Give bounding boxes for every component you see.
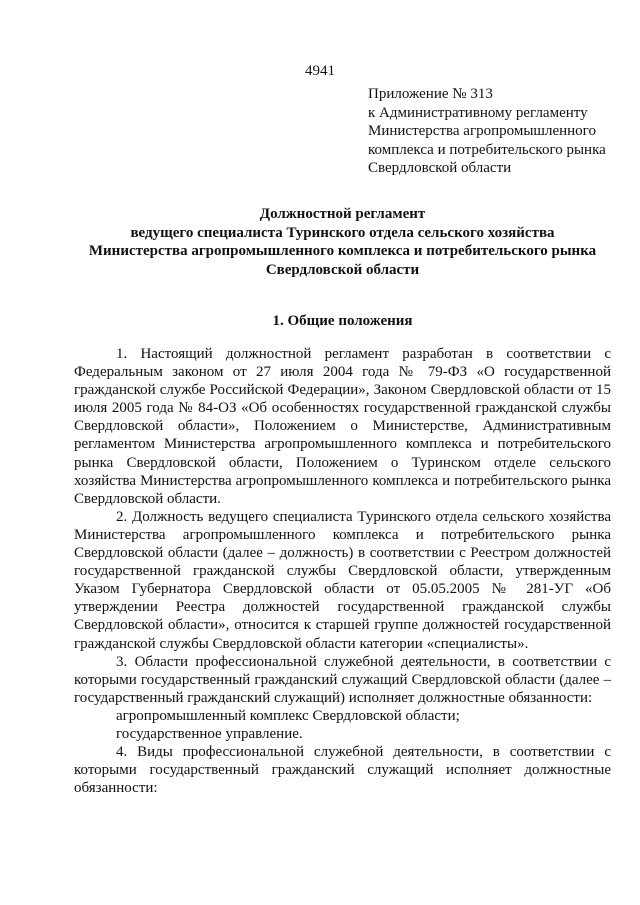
appendix-block xyxy=(368,85,618,178)
appendix-line: Приложение № 313 xyxy=(368,86,493,102)
appendix-line: Свердловской области xyxy=(368,160,512,177)
section-heading: 1. Общие положения xyxy=(272,313,413,329)
paragraph: 2. Должность ведущего специалиста Туринского отдела сельского хозяйства Министерства агропромышленного комплекса и потребительского рынка Свердловской области (далее – должность) в соответствии с Реестром должностей государственной гражданской службы Свердловской области, утвержденным Указом Губернатора Свердловской области от 05.05.2005 № 281-УГ «Об утверждении Реестра должностей государственной гражданской службы Свердловской области», относится к старшей группе должностей государственной гражданской службы Свердловской области категории «специалисты». xyxy=(74,508,611,652)
page-number: 4941 xyxy=(305,63,335,79)
appendix-line: Министерства агропромышленного xyxy=(368,123,596,140)
body-text xyxy=(74,345,611,797)
paragraph: 3. Области профессиональной служебной деятельности, в соответствии с которыми государственный гражданский служащий Свердловской области (далее – государственный гражданский служащий) исполняет должностные обязанности: xyxy=(74,653,611,706)
title-line: Должностной регламент xyxy=(259,206,426,222)
paragraph: 4. Виды профессиональной служебной деятельности, в соответствии с которыми государственный гражданский служащий исполняет должностные обязанности: xyxy=(74,744,611,797)
title-line: ведущего специалиста Туринского отдела сельского хозяйства xyxy=(130,224,555,241)
appendix-line: к Административному регламенту xyxy=(368,104,588,121)
list-item: государственное управление. xyxy=(116,725,303,742)
list-item: агропромышленный комплекс Свердловской области; xyxy=(116,707,460,724)
appendix-line: комплекса и потребительского рынка xyxy=(368,141,606,158)
title-line: Свердловской области xyxy=(265,261,420,278)
title-line: Министерства агропромышленного комплекса и потребительского рынка xyxy=(88,243,597,259)
paragraph: 1. Настоящий должностной регламент разработан в соответствии с Федеральным законом от 27 июля 2004 года № 79-ФЗ «О государственной гражданской службе Российской Федерации», Законом Свердловской области от 15 июля 2005 года № 84-ОЗ «Об особенностях государственной гражданской службы Свердловской области», Положением о Министерстве, Административным регламентом Министерства агропромышленного комплекса и потребительского рынка Свердловской области, Положением о Туринском отделе сельского хозяйства Министерства агропромышленного комплекса и потребительского рынка Свердловской области. xyxy=(74,346,611,507)
document-title xyxy=(40,205,640,279)
